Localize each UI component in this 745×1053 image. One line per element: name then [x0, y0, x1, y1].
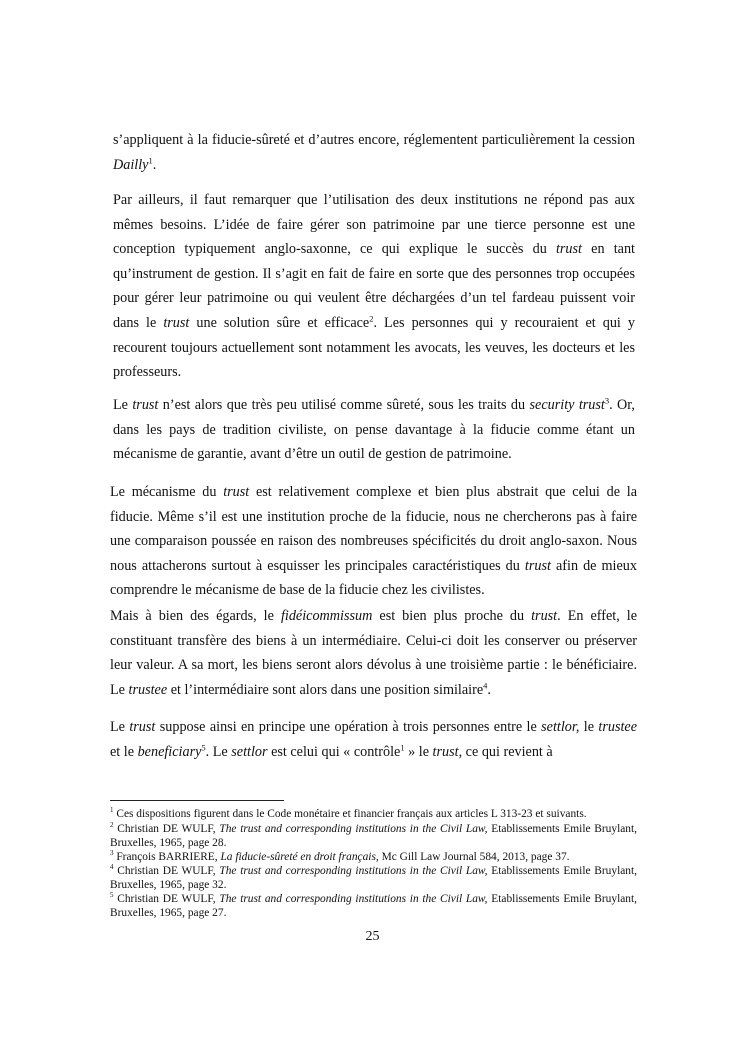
italic-text: La fiducie-sûreté en droit français: [220, 851, 376, 863]
italic-text: trust: [132, 397, 159, 413]
text-run: François BARRIERE,: [113, 851, 221, 863]
body-paragraph: [110, 715, 637, 764]
italic-text: settlor: [231, 743, 268, 760]
text-run: et le: [110, 743, 138, 760]
italic-text: The trust and corresponding institutions in the Civil Law,: [219, 823, 488, 835]
body-paragraph: [113, 128, 635, 177]
text-run: est bien plus proche du: [372, 608, 532, 624]
text-run: et l’intermédiaire sont alors dans une position similaire: [167, 681, 484, 698]
page-number: 25: [365, 929, 380, 944]
body-paragraph: [110, 480, 637, 603]
italic-text: trust: [223, 484, 250, 500]
italic-text: trustee: [128, 681, 168, 698]
text-run: Le: [110, 719, 130, 735]
text-run: , Mc Gill Law Journal 584, 2013, page 37.: [375, 851, 570, 863]
italic-text: trust: [432, 743, 459, 760]
text-run: Christian DE WULF,: [113, 865, 220, 877]
text-run: Par ailleurs, il faut remarquer que l’utilisation des deux institutions ne répond pas aux mêmes besoins. L’idée de faire gérer son patrimoine par une tierce personne est une conception typiquement anglo-saxonne, ce qui explique le succès du: [113, 192, 635, 258]
body-paragraph: [110, 604, 637, 702]
italic-text: trustee: [598, 719, 638, 735]
text-run: , ce qui revient à: [458, 743, 553, 760]
text-run: Ces dispositions figurent dans le Code monétaire et financier français aux articles L 313-23 et suivants.: [113, 808, 587, 820]
footnote: [110, 864, 637, 892]
footnote: [110, 807, 637, 821]
text-run: Mais à bien des égards, le: [110, 608, 281, 624]
body-paragraph: [113, 393, 635, 467]
text-run: Etablissements Emile Bruylant, Bruxelles, 1965, page 32.: [110, 865, 637, 892]
text-run: . Le: [205, 743, 232, 760]
text-run: Le: [113, 397, 133, 413]
italic-text: The trust and corresponding institutions in the Civil Law,: [219, 893, 488, 905]
footnote-number: 1: [110, 806, 114, 815]
footnote-number: 5: [110, 891, 114, 900]
text-run: . Les personnes qui y recouraient et qui y recourent toujours actuellement sont notamment les avocats, les veuves, les docteurs et les professeurs.: [113, 314, 635, 381]
footnote-number: 4: [110, 863, 114, 872]
text-run: est celui qui « contrôle: [267, 743, 401, 760]
footnote-number: 3: [110, 849, 114, 858]
footnote: [110, 850, 637, 864]
italic-text: trust: [524, 557, 551, 574]
text-run: afin de mieux comprendre le mécanisme de base de la fiducie chez les civilistes.: [110, 557, 637, 599]
footnote-ref: 4: [483, 680, 488, 691]
footnote-ref: 2: [369, 313, 374, 324]
italic-text: trust: [129, 719, 156, 735]
text-run: Etablissements Emile Bruylant, Bruxelles, 1965, page 28.: [110, 823, 637, 850]
italic-text: settlor,: [541, 719, 580, 735]
footnote-ref: 3: [604, 395, 610, 406]
text-run: Christian DE WULF,: [113, 823, 220, 835]
text-run: une solution sûre et efficace: [189, 314, 370, 331]
text-run: n’est alors que très peu utilisé comme sûreté, sous les traits du: [158, 397, 530, 413]
italic-text: security trust: [529, 397, 605, 413]
italic-text: trust: [163, 314, 190, 331]
italic-text: trust: [531, 608, 558, 624]
footnote-ref: 1: [400, 741, 405, 752]
italic-text: The trust and corresponding institutions in the Civil Law,: [219, 865, 488, 877]
footnote-ref: 1: [148, 154, 153, 165]
text-run: est relativement complexe et bien plus abstrait que celui de la fiducie. Même s’il est une institution proche de la fiducie, nous ne chercherons pas à faire une comparaison poussée en raison des nombreuses spécificités du droit anglo-saxon. Nous nous attacherons surtout à esquisser les principales caractéristiques du: [110, 484, 637, 574]
text-run: » le: [404, 743, 433, 760]
italic-text: Dailly: [113, 156, 149, 173]
text-run: le: [579, 719, 599, 735]
text-run: . En effet, le constituant transfère des biens à un intermédiaire. Celui-ci doit les conserver ou préserver leur valeur. A sa mort, les biens seront alors dévolus à une troisième partie : le bénéficiaire. Le: [110, 608, 638, 698]
body-paragraph: [113, 188, 635, 385]
italic-text: trust: [555, 241, 582, 258]
text-run: .: [487, 681, 491, 698]
italic-text: fidéicommissum: [280, 608, 373, 624]
text-run: Etablissements Emile Bruylant, Bruxelles, 1965, page 27.: [110, 893, 637, 920]
text-run: Christian DE WULF,: [113, 893, 220, 905]
text-run: suppose ainsi en principe une opération à trois personnes entre le: [155, 719, 542, 735]
text-run: en tant qu’instrument de gestion. Il s’agit en fait de faire en sorte que des personnes trop occupées pour gérer leur patrimoine ou qui veulent être déchargées d’un tel fardeau puissent voir dans le: [113, 241, 635, 331]
footnote-ref: 5: [201, 741, 206, 752]
text-run: Le mécanisme du: [110, 484, 224, 500]
italic-text: beneficiary: [137, 743, 202, 760]
footnote: [110, 822, 637, 850]
text-run: s’appliquent à la fiducie-sûreté et d’autres encore, réglementent particulièrement la cession: [113, 132, 635, 148]
text-run: . Or, dans les pays de tradition civiliste, on pense davantage à la fiducie comme étant un mécanisme de garantie, avant d’être un outil de gestion de patrimoine.: [113, 397, 635, 463]
footnote-number: 2: [110, 821, 114, 830]
footnote-separator: [110, 800, 284, 801]
footnote: [110, 892, 637, 920]
text-run: .: [152, 156, 157, 173]
